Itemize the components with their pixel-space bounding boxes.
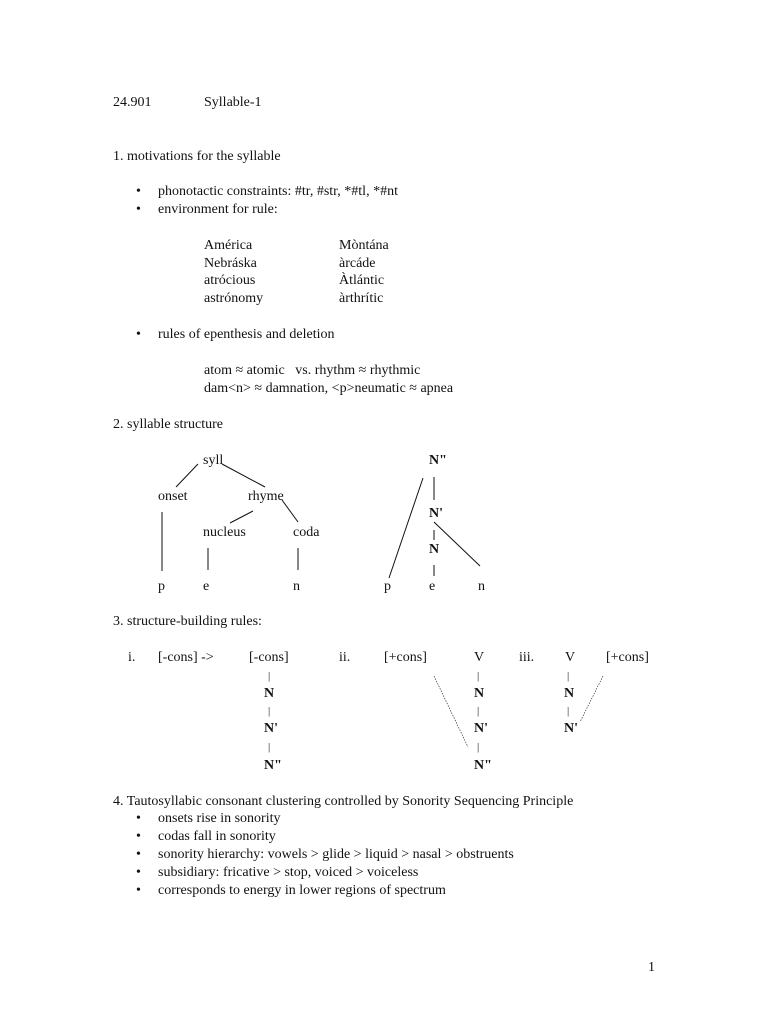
example-word: Àtlántic: [339, 273, 385, 288]
rule-number: ii.: [339, 650, 351, 665]
bullet-icon: •: [136, 327, 141, 342]
tree-edge: [230, 511, 253, 523]
bullet-item: • environment for rule:: [136, 202, 278, 217]
rule-connector: |: [268, 670, 271, 682]
tree-edge: [389, 478, 423, 578]
tree-leaf-n: n: [293, 579, 300, 594]
tree-node-coda: coda: [293, 525, 320, 540]
rule-number: iii.: [519, 650, 535, 665]
tree-node-rhyme: rhyme: [248, 489, 284, 504]
tree-leaf-p: p: [384, 579, 391, 594]
example-word: àrthrític: [339, 291, 384, 306]
tree-edge: [222, 464, 265, 487]
rule-node-n: N: [264, 686, 275, 701]
bullet-item: • codas fall in sonority: [136, 829, 276, 844]
page-number: 1: [648, 960, 655, 975]
example-word: astrónomy: [204, 291, 264, 306]
bullet-icon: •: [136, 883, 141, 898]
tree-node-syll: syll: [203, 453, 224, 468]
bullet-icon: •: [136, 847, 141, 862]
bullet-item: • subsidiary: fricative > stop, voiced > voiceless: [136, 865, 419, 880]
rule-connector: |: [268, 741, 271, 753]
bullet-icon: •: [136, 811, 141, 826]
rule-number: i.: [128, 650, 136, 665]
example-word: àrcáde: [339, 256, 376, 271]
bullet-item: • onsets rise in sonority: [136, 811, 281, 826]
example-line: dam<n> ≈ damnation, <p>neumatic ≈ apnea: [204, 381, 454, 396]
page-title: Syllable-1: [204, 95, 262, 110]
rule-vowel: V: [474, 650, 485, 665]
bullet-item: • sonority hierarchy: vowels > glide > liquid > nasal > obstruents: [136, 847, 514, 862]
tree-leaf-e: e: [203, 579, 210, 594]
rule-node-n-double-bar: N": [264, 758, 282, 773]
bullet-icon: •: [136, 865, 141, 880]
tree-edge: [434, 522, 480, 566]
rule-head: [-cons]: [249, 650, 289, 665]
rule-connector: |: [567, 705, 570, 717]
rule-cons: [+cons]: [606, 650, 649, 665]
tree-node-n-double-bar: N": [429, 453, 447, 468]
bullet-icon: •: [136, 829, 141, 844]
rule-node-n-double-bar: N": [474, 758, 492, 773]
rule-node-n-bar: N': [564, 721, 578, 736]
tree-edge: [282, 500, 298, 522]
tree-node-onset: onset: [158, 489, 188, 504]
bullet-item: • phonotactic constraints: #tr, #str, *#tl, *#nt: [136, 184, 398, 199]
tree-leaf-n: n: [478, 579, 485, 594]
rule-input: [-cons] ->: [158, 650, 214, 665]
rule-connector: |: [567, 670, 570, 682]
example-word: atrócious: [204, 273, 256, 288]
example-word: América: [204, 238, 253, 253]
example-line: atom ≈ atomic vs. rhythm ≈ rhythmic: [204, 363, 421, 378]
section-3-heading: 3. structure-building rules:: [113, 614, 262, 629]
tree-node-n: N: [429, 542, 440, 557]
rule-connector: |: [477, 670, 480, 682]
bullet-icon: •: [136, 184, 141, 199]
tree-leaf-e: e: [429, 579, 436, 594]
section-2-heading: 2. syllable structure: [113, 417, 224, 432]
bullet-icon: •: [136, 202, 141, 217]
example-word: Mòntána: [339, 238, 389, 253]
rule-node-n-bar: N': [474, 721, 488, 736]
rule-node-n-bar: N': [264, 721, 278, 736]
section-1-heading: 1. motivations for the syllable: [113, 149, 281, 164]
rule-connector: |: [477, 705, 480, 717]
tree-node-nucleus: nucleus: [203, 525, 246, 540]
tree-edge: [176, 464, 198, 487]
course-number: 24.901: [113, 95, 152, 110]
section-4-heading: 4. Tautosyllabic consonant clustering controlled by Sonority Sequencing Principle: [113, 794, 574, 809]
example-word: Nebráska: [204, 256, 257, 271]
tree-leaf-p: p: [158, 579, 165, 594]
rule-node-n: N: [474, 686, 485, 701]
bullet-item: • rules of epenthesis and deletion: [136, 327, 335, 342]
bullet-item: • corresponds to energy in lower regions of spectrum: [136, 883, 446, 898]
rule-vowel: V: [565, 650, 576, 665]
rule-connector: |: [477, 741, 480, 753]
rule-association-line: [434, 676, 468, 747]
tree-node-n-bar: N': [429, 506, 443, 521]
rule-association-line: [580, 676, 603, 722]
rule-cons: [+cons]: [384, 650, 427, 665]
rule-connector: |: [268, 705, 271, 717]
rule-node-n: N: [564, 686, 575, 701]
